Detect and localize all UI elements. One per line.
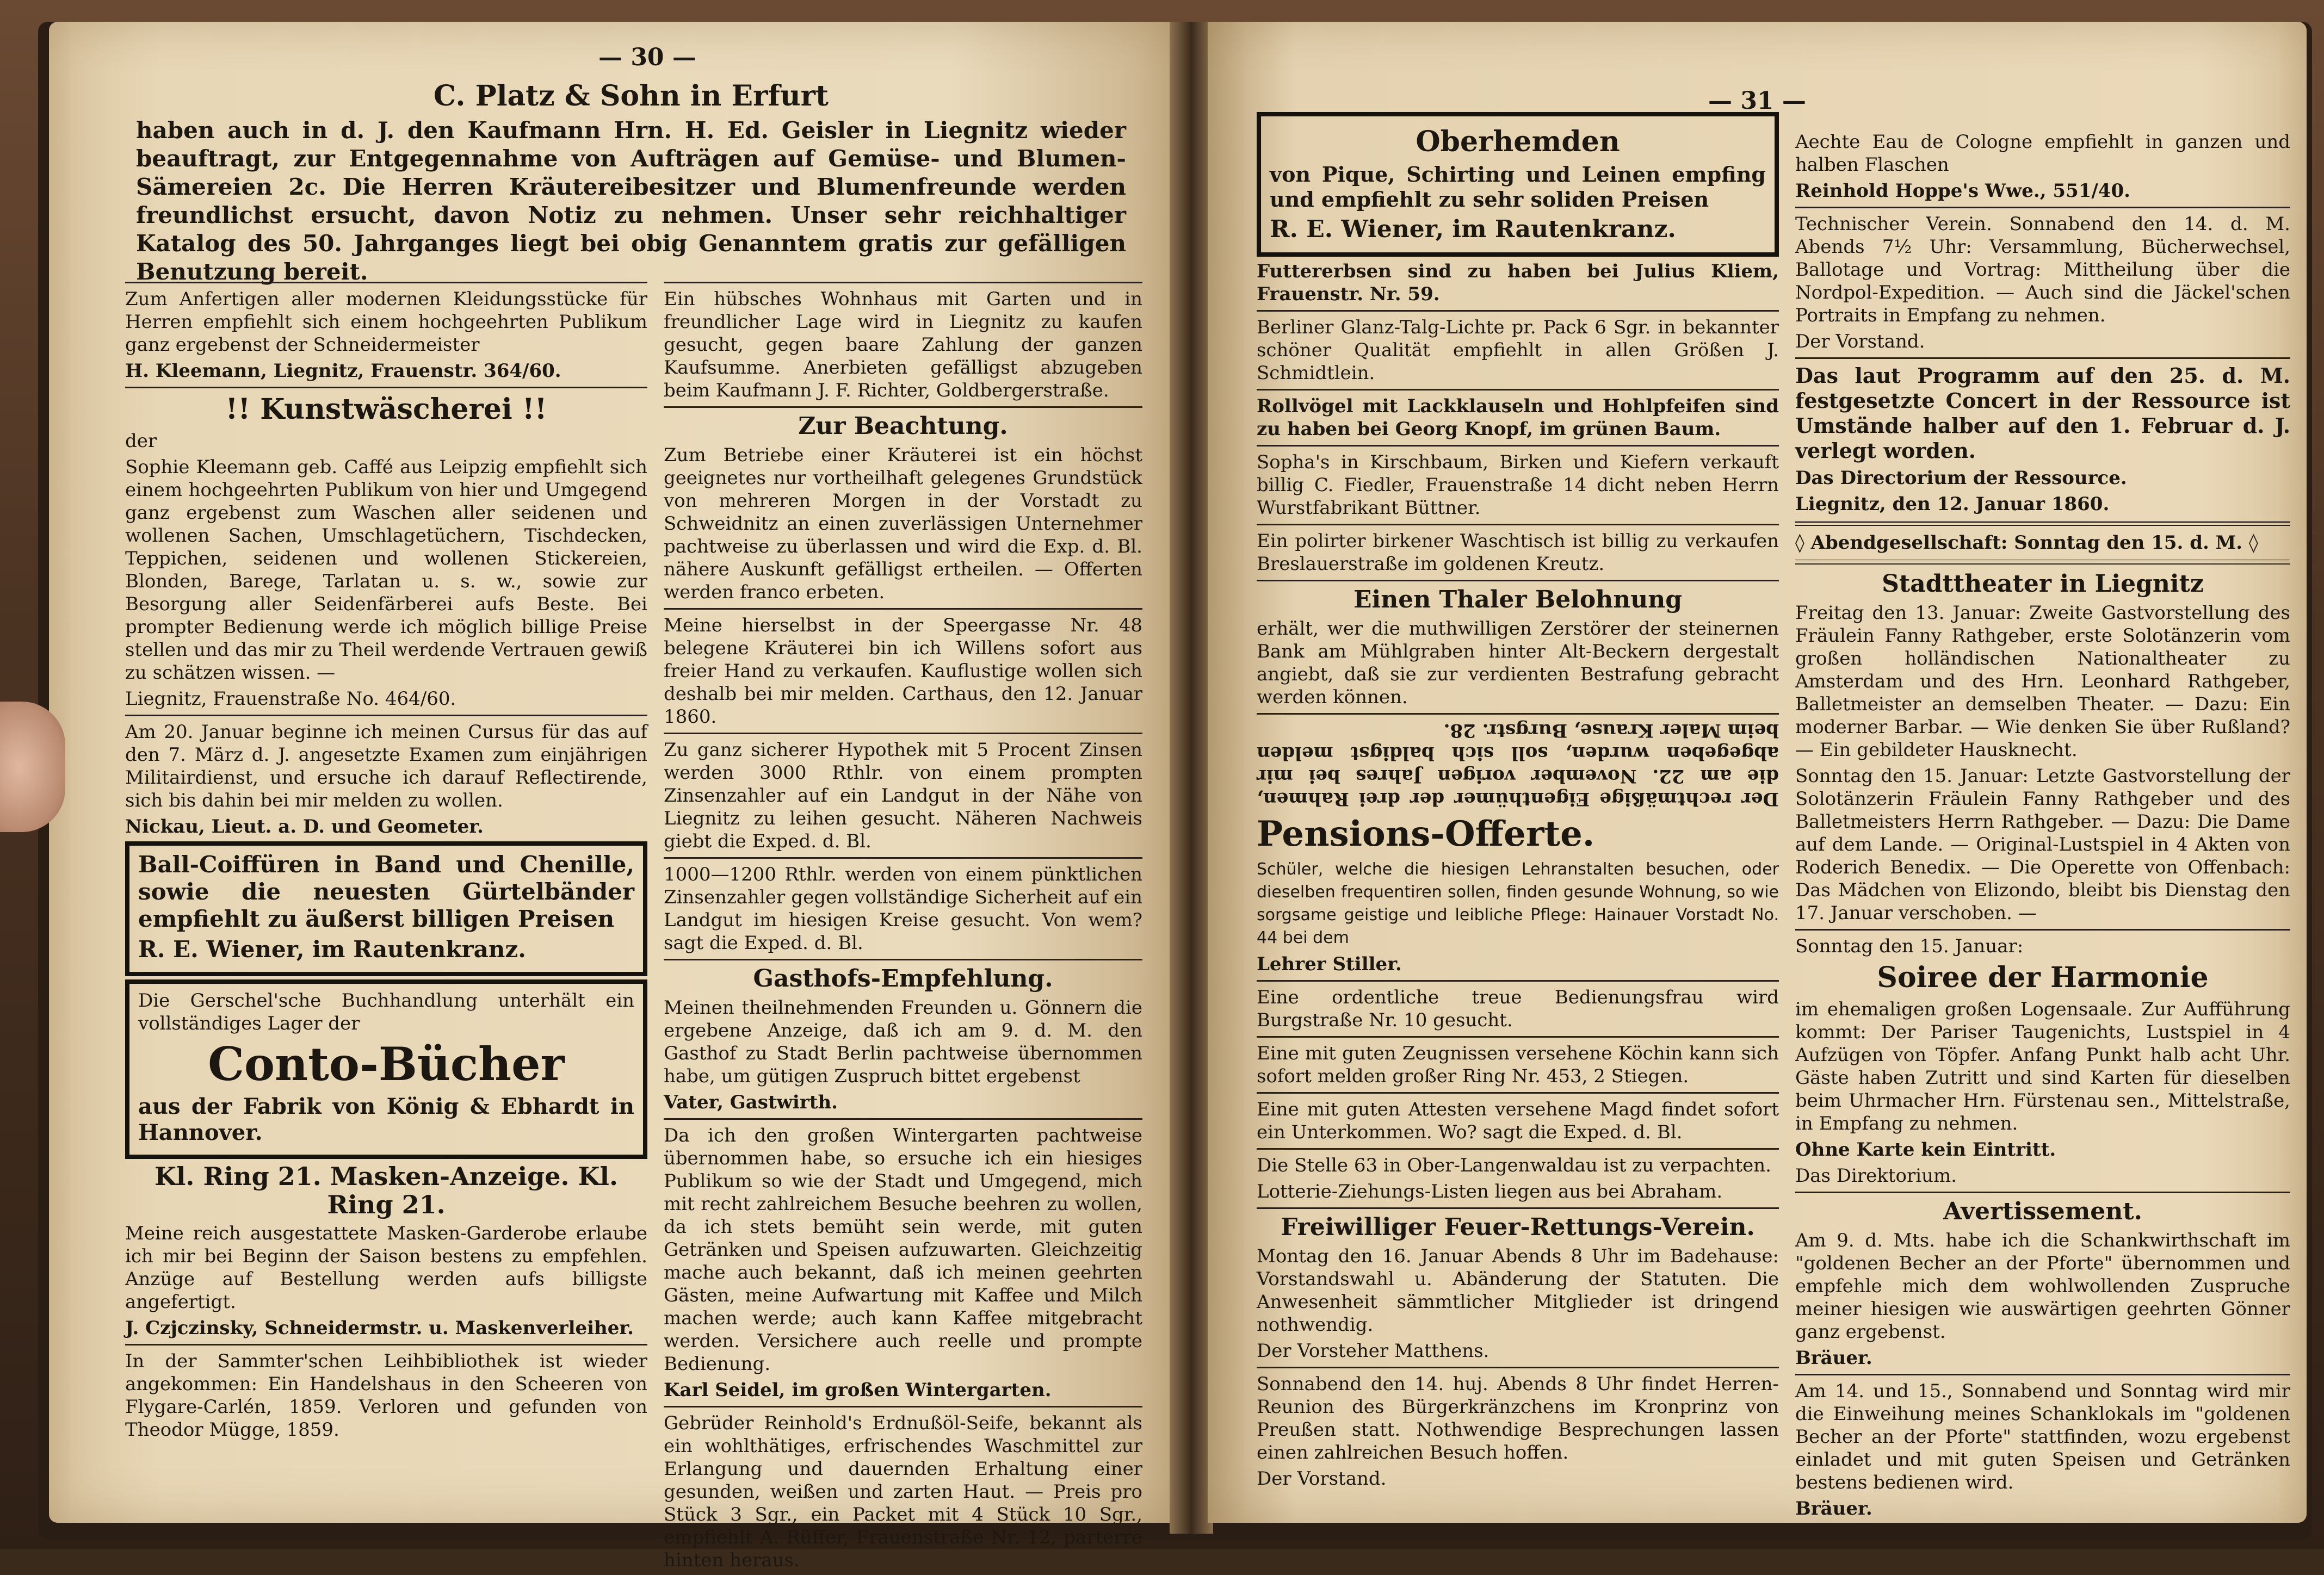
kunstwaescherei-signature: Liegnitz, Frauenstraße No. 464/60. bbox=[125, 688, 456, 710]
abendgesellschaft-notice: ◊ Abendgesellschaft: Sonntag den 15. d. M. ◊ bbox=[1795, 532, 2258, 554]
seife-notice: Gebrüder Reinhold's Erdnußöl-Seife, bekannt als ein wohlthätiges, erfrischendes Waschmittel zur Erlangung und dauernden Erhaltung einer gesunden, weißen und zarten Haut. — Preis pro Stück 3 Sgr., ein Packet mit 4 Stück 10 Sgr., empfiehlt A. Rüffer, Frauenstraße Nr. 12, parterre hinten heraus. bbox=[664, 1412, 1142, 1571]
gasthof-signature: Vater, Gastwirth. bbox=[664, 1092, 838, 1113]
sophas-notice: Sopha's in Kirschbaum, Birken und Kiefern verkauft billig C. Fiedler, Frauenstraße 14 dicht neben Herrn Wurstfabrikant Büttner. bbox=[1257, 451, 1779, 519]
left-column-2 bbox=[664, 277, 1142, 1575]
bedienung-notice: Eine ordentliche treue Bedienungsfrau wird Burgstraße Nr. 10 gesucht. bbox=[1257, 987, 1779, 1031]
gasthof-title: Gasthofs-Empfehlung. bbox=[753, 965, 1053, 993]
conto-post: aus der Fabrik von König & Ebhardt in Hannover. bbox=[138, 1094, 634, 1145]
hypothek-notice: Zu ganz sicherer Hypothek mit 5 Procent Zinsen werden 3000 Rthlr. von einem prompten Zinsenzahler auf ein Landgut in der Nähe von Liegnitz zu leihen gesucht. Näheren Nachweis giebt die Exped. d. Bl. bbox=[664, 739, 1142, 852]
magd-notice: Eine mit guten Attesten versehene Magd findet sofort ein Unterkommen. Wo? sagt die Exped. d. Bl. bbox=[1257, 1099, 1779, 1143]
theater-title: Stadttheater in Liegnitz bbox=[1882, 570, 2204, 598]
cologne-notice: Aechte Eau de Cologne empfiehlt in ganzen und halben Flaschen bbox=[1795, 131, 2290, 176]
lead-title: C. Platz & Sohn in Erfurt bbox=[433, 79, 829, 113]
oberhemden-box bbox=[1257, 112, 1779, 257]
becher-signature: Bräuer. bbox=[1795, 1498, 1872, 1520]
concert-signature-2: Liegnitz, den 12. Januar 1860. bbox=[1795, 493, 2110, 515]
upside-down-notice: Der rechtmäßige Eigenthümer der drei Rahmen, die am 22. November vorigen Jahres bei mir abgegeben wurden, soll sich baldigst melden beim Maler Krause, Burgstr. 28. bbox=[1257, 720, 1779, 810]
seidel-body: Da ich den großen Wintergarten pachtweise übernommen habe, so ersuche ich ein hiesiges Publikum so wie der Stadt und Umgegend, mich mit recht zahlreichem Besuche beehren zu wollen, da ich stets bemüht sein werde, mit guten Getränken und Speisen aufzuwarten. Gleichzeitig mache auch bekannt, daß ich meinen geehrten Gästen, meine Aufwartung mit Kaffee und Milch machen werde; auch kann Kaffee mitgebracht werden. Versichere auch reelle und prompte Bedienung. bbox=[664, 1125, 1142, 1375]
sammter-notice: In der Sammter'schen Leihbibliothek ist wieder angekommen: Ein Handelshaus in den Scheeren von Flygare-Carlén, 1859. Verloren und gefunden von Theodor Mügge, 1859. bbox=[125, 1350, 647, 1441]
right-column-2 bbox=[1795, 131, 2290, 1523]
pension-signature: Lehrer Stiller. bbox=[1257, 953, 1402, 975]
thumb bbox=[0, 702, 65, 832]
nickau-signature: Nickau, Lieut. a. D. und Geometer. bbox=[125, 816, 484, 838]
koechin-notice: Eine mit guten Zeugnissen versehene Köchin kann sich sofort melden großer Ring Nr. 453, 2 Stiegen. bbox=[1257, 1043, 1779, 1087]
page-number-left: — 30 — bbox=[598, 44, 696, 71]
kleemann-notice: Zum Anfertigen aller modernen Kleidungsstücke für Herren empfiehlt sich einem hochgeehrten Publikum ganz ergebenst der Schneidermeister bbox=[125, 288, 647, 356]
lead-body: haben auch in d. J. den Kaufmann Hrn. H. Ed. Geisler in Liegnitz wieder beauftragt, zur Entgegennahme von Aufträgen auf Gemüse- und Blumen-Sämereien 2c. Die Herren Kräutereibesitzer und Blumenfreunde werden freundlichst ersucht, davon Notiz zu nehmen. Unser sehr reichhaltiger Katalog des 50. Jahrganges liegt bei obig Genanntem gratis zur gefälligen Benutzung bereit. bbox=[136, 117, 1126, 285]
pension-title: Pensions-Offerte. bbox=[1257, 814, 1595, 854]
feuer-signature: Der Vorsteher Matthens. bbox=[1257, 1340, 1489, 1362]
oberhemden-signature: R. E. Wiener, im Rautenkranz. bbox=[1270, 215, 1676, 243]
talg-notice: Berliner Glanz-Talg-Lichte pr. Pack 6 Sgr. in bekannter schöner Qualität empfiehlt in allen Größen J. Schmidtlein. bbox=[1257, 317, 1779, 384]
concert-notice: Das laut Programm auf den 25. d. M. festgesetzte Concert in der Ressource ist Umstände halber auf den 1. Februar d. J. verlegt worden. bbox=[1795, 363, 2290, 463]
masken-title: Kl. Ring 21. Masken-Anzeige. Kl. Ring 21. bbox=[154, 1162, 619, 1219]
kunstwaescherei-body: Sophie Kleemann geb. Caffé aus Leipzig empfiehlt sich einem hochgeehrten Publikum von hier und Umgegend ganz ergebenst zum Waschen aller seidenen und wollenen Sachen, Umschlagetüchern, Tischdecken, Teppichen, seidenen und wollenen Stickereien, Blonden, Barege, Tarlatan u. s. w., sowie zur Besorgung aller Seidenfärberei aufs Beste. Bei prompter Bedienung werde ich möglich billige Preise stellen und das mir zu Theil werdende Vertrauen gewiß zu schätzen wissen. — bbox=[125, 456, 647, 684]
wohnhaus-notice: Ein hübsches Wohnhaus mit Garten und in freundlicher Lage wird in Liegnitz zu kaufen gesucht, gegen baare Zahlung der ganzen Kaufsumme. Anerbieten gefälligst abzugeben beim Kaufmann J. F. Richter, Goldbergerstraße. bbox=[664, 288, 1142, 401]
ball-coiffueren-box bbox=[125, 841, 647, 976]
soiree-note: Ohne Karte kein Eintritt. bbox=[1795, 1139, 2056, 1161]
left-page bbox=[49, 22, 1175, 1571]
oberhemden-body: von Pique, Schirting und Leinen empfing und empfiehlt zu sehr soliden Preisen bbox=[1270, 162, 1766, 212]
avertissement-title: Avertissement. bbox=[1943, 1198, 2142, 1225]
kleemann-signature: H. Kleemann, Liegnitz, Frauenstr. 364/60. bbox=[125, 360, 561, 382]
lotterie-notice: Lotterie-Ziehungs-Listen liegen aus bei Abraham. bbox=[1257, 1181, 1723, 1202]
soiree-signature: Das Direktorium. bbox=[1795, 1165, 1957, 1187]
avertissement-signature: Bräuer. bbox=[1795, 1347, 1872, 1369]
pension-body: Schüler, welche die hiesigen Lehranstalten besuchen, oder dieselben frequentiren sollen, finden gesunde Wohnung, so wie sorgsame geistige und leibliche Pflege: Hainauer Vorstadt No. 44 bei dem bbox=[1257, 860, 1779, 947]
ball-coiffueren-text: Ball-Coiffüren in Band und Chenille, sowie die neuesten Gürtelbänder empfiehlt zu äußerst billigen Preisen bbox=[138, 851, 634, 932]
sonnabend-signature: Der Vorstand. bbox=[1257, 1468, 1387, 1490]
beachtung-body: Zum Betriebe einer Kräuterei ist ein höchst geeignetes nur vortheilhaft gelegenes Grundstück von mehreren Morgen in der Vorstadt zu Schweidnitz an einen zuverlässigen Unternehmer pachtweise zu überlassen und wird die Exp. d. Bl. nähere Auskunft gefälligst ertheilen. — Offerten werden franco erbeten. bbox=[664, 444, 1142, 603]
sonnabend-notice: Sonnabend den 14. huj. Abends 8 Uhr findet Herren-Reunion des Bürgerkränzchens im Kronprinz von Preußen statt. Nothwendige Besprechungen lassen einen zahlreichen Besuch hoffen. bbox=[1257, 1373, 1779, 1464]
avertissement-body: Am 9. d. Mts. habe ich die Schankwirthschaft im "goldenen Becher an der Pforte" übernommen und empfehle mich dem wohlwollenden Zuspruche meiner hiesigen wie auswärtigen geehrten Gönner ganz ergebenst. bbox=[1795, 1230, 2290, 1343]
thaler-body: erhält, wer die muthwilligen Zerstörer der steinernen Bank am Mühlgraben hinter Alt-Beckern dergestalt angiebt, daß sie zur verdienten Bestrafung gebracht werden können. bbox=[1257, 618, 1779, 708]
masken-signature: J. Czjczinsky, Schneidermstr. u. Maskenverleiher. bbox=[125, 1317, 634, 1339]
nickau-notice: Am 20. Januar beginne ich meinen Cursus für das auf den 7. März d. J. angesetzte Examen zum einjährigen Militairdienst, und ersuche ich darauf Reflectirende, sich bis dahin bei mir melden zu wollen. bbox=[125, 721, 647, 811]
rthlr-notice: 1000—1200 Rthlr. werden von einem pünktlichen Zinsenzahler gegen vollständige Sicherheit auf ein Landgut im hiesigen Kreise gesucht. Von wem? sagt die Exped. d. Bl. bbox=[664, 864, 1142, 954]
oberhemden-title: Oberhemden bbox=[1416, 125, 1620, 158]
soiree-title: Soiree der Harmonie bbox=[1877, 961, 2209, 994]
conto-buecher-box bbox=[125, 979, 647, 1159]
seidel-signature: Karl Seidel, im großen Wintergarten. bbox=[664, 1379, 1052, 1401]
right-column-1 bbox=[1257, 109, 1779, 1493]
waschtisch-notice: Ein polirter birkener Waschtisch ist billig zu verkaufen Breslauerstraße im goldenen Kreutz. bbox=[1257, 530, 1779, 575]
soiree-date: Sonntag den 15. Januar: bbox=[1795, 935, 2024, 957]
gasthof-body: Meinen theilnehmenden Freunden u. Gönnern die ergebene Anzeige, daß ich am 9. d. M. den Gasthof zu Stadt Berlin pachtweise übernommen habe, um gütigen Zuspruch bittet ergebenst bbox=[664, 997, 1142, 1087]
kunstwaescherei-der: der bbox=[125, 430, 157, 452]
masken-body: Meine reich ausgestattete Masken-Garderobe erlaube ich mir bei Beginn der Saison bestens zu empfehlen. Anzüge auf Bestellung werden aufs billigste angefertigt. bbox=[125, 1223, 647, 1313]
concert-signature-1: Das Directorium der Ressource. bbox=[1795, 467, 2127, 489]
theater-body: Freitag den 13. Januar: Zweite Gastvorstellung des Fräulein Fanny Rathgeber, erste Solotänzerin vom großen holländischen Nationaltheater zu Amsterdam und des Hrn. Leonhard Rathgeber, Balletmeister an demselben Theater. — Dazu: Ein moderner Barbar. — Wie denken Sie über Rußland? — Ein gebildeter Hausknecht. bbox=[1795, 602, 2290, 761]
rollvoegel-notice: Rollvögel mit Lackklauseln und Hohlpfeifen sind zu haben bei Georg Knopf, im grünen Baum. bbox=[1257, 395, 1779, 440]
technischer-signature: Der Vorstand. bbox=[1795, 331, 1925, 352]
cologne-signature: Reinhold Hoppe's Wwe., 551/40. bbox=[1795, 180, 2130, 202]
becher-notice: Am 14. und 15., Sonnabend und Sonntag wird mir die Einweihung meines Schanklokals im "goldenen Becher an der Pforte" stattfinden, wozu ergebenst einladet und mit guten Speisen und Getränken bestens bedienen wird. bbox=[1795, 1380, 2290, 1493]
feuer-body: Montag den 16. Januar Abends 8 Uhr im Badehause: Vorstandswahl u. Abänderung der Statuten. Die Anwesenheit sämmtlicher Mitglieder ist dringend nothwendig. bbox=[1257, 1245, 1779, 1336]
soiree-body: im ehemaligen großen Logensaale. Zur Aufführung kommt: Der Pariser Taugenichts, Lustspiel in 4 Aufzügen von Töpfer. Anfang Punkt halb acht Uhr. Gäste haben Zutritt und sind Karten für dieselben beim Uhrmacher Hrn. Fürstenau sen., Mittelstraße, in Empfang zu nehmen. bbox=[1795, 999, 2290, 1134]
open-book bbox=[38, 22, 2312, 1571]
book-gutter bbox=[1170, 22, 1213, 1534]
feuer-title: Freiwilliger Feuer-Rettungs-Verein. bbox=[1281, 1213, 1755, 1241]
left-column-1 bbox=[125, 277, 647, 1444]
futtererbsen-notice: Futtererbsen sind zu haben bei Julius Kliem, Frauenstr. Nr. 59. bbox=[1257, 261, 1779, 305]
kunstwaescherei-title: !! Kunstwäscherei !! bbox=[225, 393, 547, 426]
lead-notice bbox=[136, 76, 1126, 289]
thaler-title: Einen Thaler Belohnung bbox=[1353, 586, 1682, 613]
page-number-right: — 31 — bbox=[1708, 87, 1806, 115]
beachtung-title: Zur Beachtung. bbox=[798, 412, 1008, 440]
conto-title: Conto-Bücher bbox=[208, 1037, 565, 1091]
technischer-notice: Technischer Verein. Sonnabend den 14. d. M. Abends 7½ Uhr: Versammlung, Bücherwechsel, Ballotage und Vortrag: Mittheilung über die Nordpol-Expedition. — Auch sind die Jäckel'schen Portraits in Empfang zu nehmen. bbox=[1795, 213, 2290, 326]
conto-pre: Die Gerschel'sche Buchhandlung unterhält ein vollständiges Lager der bbox=[138, 990, 634, 1034]
ball-coiffueren-signature: R. E. Wiener, im Rautenkranz. bbox=[138, 936, 526, 963]
right-page bbox=[1208, 22, 2307, 1523]
speergasse-notice: Meine hierselbst in der Speergasse Nr. 48 belegene Kräuterei bin ich Willens sofort aus freier Hand zu verkaufen. Kauflustige wollen sich deshalb bei mir melden. Carthaus, den 12. Januar 1860. bbox=[664, 615, 1142, 728]
stelle-notice: Die Stelle 63 in Ober-Langenwaldau ist zu verpachten. bbox=[1257, 1155, 1771, 1176]
theater-body-2: Sonntag den 15. Januar: Letzte Gastvorstellung der Solotänzerin Fräulein Fanny Rathgeber und des Balletmeisters Herrn Rathgeber. — Dazu: Die Dame auf dem Lande. — Original-Lustspiel in 4 Akten von Roderich Benedix. — Die Operette von Offenbach: Das Mädchen von Elizondo, bleibt bis Dienstag den 17. Januar verschoben. — bbox=[1795, 765, 2290, 924]
